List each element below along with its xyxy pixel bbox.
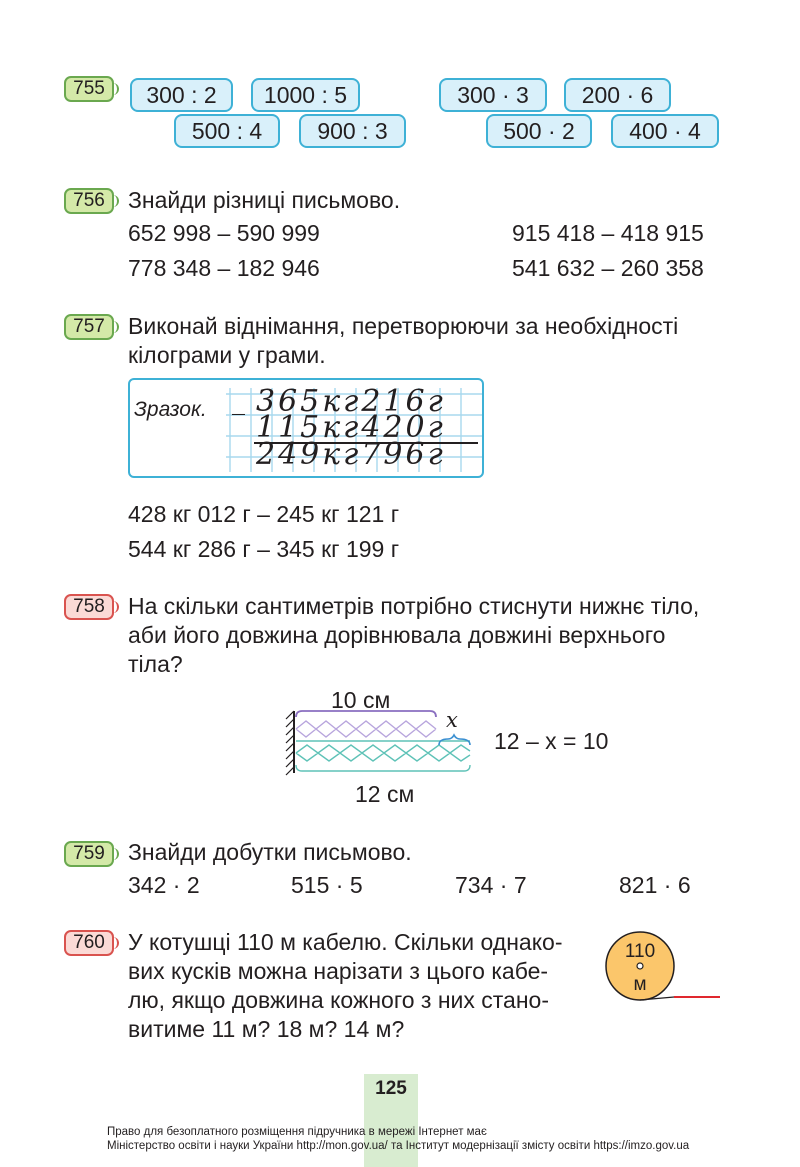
expression-box: 900 : 3 [299,114,406,148]
bottom-length-label: 12 см [355,781,415,807]
footer-line: Право для безоплатного розміщення підручника в мережі Інтернет має [107,1126,487,1138]
exercise-text: Знайди різниці письмово. [128,187,401,213]
expression-box: 1000 : 5 [251,78,360,112]
exercise-number-758: 758 [64,594,114,620]
expression: 541 632 – 260 358 [512,255,704,281]
equation: 12 – x = 10 [494,728,609,754]
exercise-number-759: 759 [64,841,114,867]
minus-sign: _ [232,386,248,416]
expression: 821 · 6 [619,872,691,898]
coil-unit: м [633,974,647,995]
expression-box: 300 : 2 [130,78,233,112]
footer-line: Міністерство освіти і науки України http://mon.gov.ua/ та Інститут модернізації змісту освіти https://imzo.gov.ua [107,1140,690,1152]
expression: 734 · 7 [455,872,527,898]
exercise-text: витиме 11 м? 18 м? 14 м? [128,1016,405,1042]
coil-value: 110 [624,941,656,962]
expression-box: 300 · 3 [439,78,547,112]
x-label: x [446,708,458,732]
exercise-text: Знайди добутки письмово. [128,839,412,865]
exercise-number-755: 755 [64,76,114,102]
expression: 428 кг 012 г – 245 кг 121 г [128,501,400,527]
top-length-label: 10 см [331,687,391,713]
exercise-text: тіла? [128,651,183,677]
expression-box: 400 · 4 [611,114,719,148]
exercise-text: На скільки сантиметрів потрібно стиснути нижнє тіло, [128,593,700,619]
sample-box [128,378,484,478]
expression: 515 · 5 [291,872,363,898]
expression: 342 · 2 [128,872,200,898]
sample-row: 115кг420г [256,410,446,445]
expression-box: 500 : 4 [174,114,280,148]
exercise-number-756: 756 [64,188,114,214]
sample-row: 249кг796г [256,437,446,472]
page-number: 125 [375,1078,407,1099]
exercise-text: У котушці 110 м кабелю. Скільки однако- [128,929,563,955]
expression-box: 500 · 2 [486,114,592,148]
sample-row: 365кг216г [256,384,446,419]
sample-label: Зразок. [134,398,207,421]
expression: 544 кг 286 г – 345 кг 199 г [128,536,400,562]
exercise-number-760: 760 [64,930,114,956]
expression: 915 418 – 418 915 [512,220,704,246]
exercise-text: Виконай віднімання, перетворюючи за необхідності [128,313,679,339]
exercise-text: лю, якщо довжина кожного з них стано- [128,987,549,1013]
expression: 778 348 – 182 946 [128,255,320,281]
exercise-text: кілограми у грами. [128,342,326,368]
expression-box: 200 · 6 [564,78,671,112]
expression: 652 998 – 590 999 [128,220,320,246]
exercise-text: вих кусків можна нарізати з цього кабе- [128,958,549,984]
exercise-number-757: 757 [64,314,114,340]
exercise-text: аби його довжина дорівнювала довжині верхнього [128,622,666,648]
